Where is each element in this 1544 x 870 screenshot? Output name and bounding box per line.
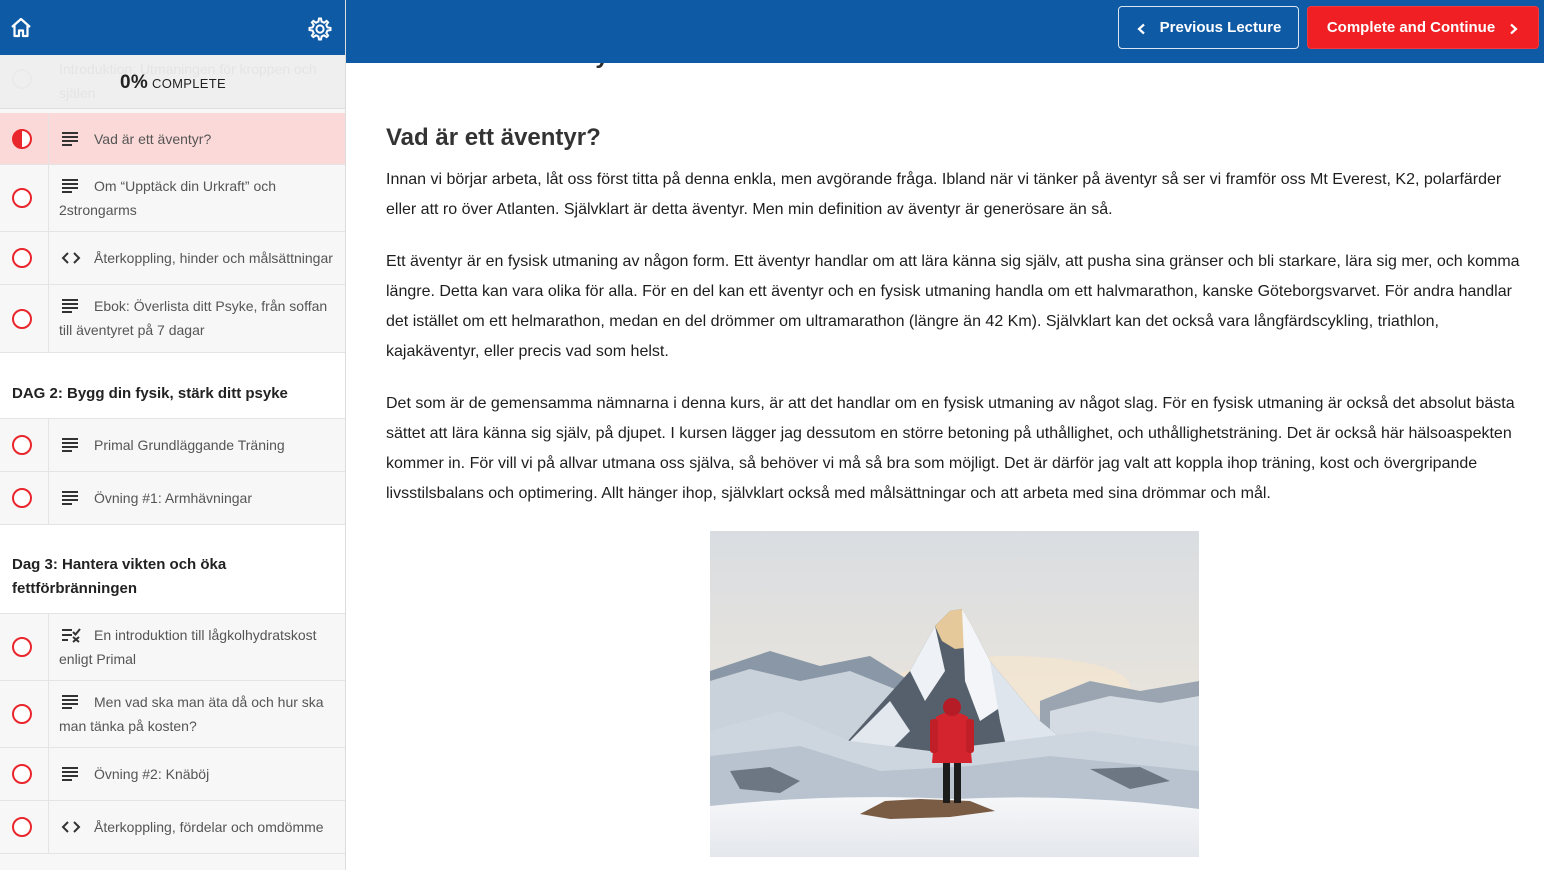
sidebar-header — [0, 0, 346, 55]
chevron-left-icon — [1136, 22, 1148, 34]
incomplete-status-icon — [12, 188, 32, 208]
paragraph: Ett äventyr är en fysisk utmaning av någon form. Ett äventyr handlar om att lära känna sig själv, att pusha sina gränser och bli starkare, lära sig mer, och komma längre. Detta kan vara olika för alla. För en del kan ett äventyr och en fysisk utmaning handla om ett halvmarathon, kanske Göteborgsvarvet. För andra handlar det istället om ett helmarathon, medan en del drömmer om ultramarathon (längre än 42 Km). Självklart kan det också vara långfärdscykling, triathlon, kajakäventyr, eller precis vad som helst. — [386, 253, 1520, 360]
text-lesson-icon — [61, 131, 81, 147]
incomplete-status-icon — [12, 637, 32, 657]
progress-label: COMPLETE — [152, 76, 226, 91]
progress-percent: 0% — [120, 72, 149, 93]
lecture-item-ebok-overlista[interactable] — [0, 285, 346, 353]
incomplete-status-icon — [12, 248, 32, 268]
lecture-item-label: En introduktion till lågkolhydratskost enligt Primal — [59, 627, 317, 667]
incomplete-status-icon — [12, 764, 32, 784]
lecture-item-label: Övning #2: Knäböj — [94, 766, 210, 782]
text-lesson-icon — [61, 490, 81, 506]
incomplete-status-icon — [12, 435, 32, 455]
lecture-item-om-upptack-din-urkraft[interactable] — [0, 165, 346, 232]
lecture-item-label: Återkoppling, fördelar och omdömme — [94, 819, 324, 835]
text-lesson-icon — [61, 437, 81, 453]
text-lesson-icon — [61, 694, 81, 710]
code-lesson-icon — [61, 250, 81, 266]
section-title-dag-2: DAG 2: Bygg din fysik, stärk ditt psyke — [0, 353, 346, 419]
lecture-item-label: Om “Upptäck din Urkraft” och 2strongarms — [59, 178, 277, 218]
lecture-item-label: Återkoppling, hinder och målsättningar — [94, 250, 333, 266]
paragraph: Det som är de gemensamma nämnarna i denna kurs, är att det handlar om en fysisk utmaning av något slag. För en fysisk utmaning är också det absolut bästa sättet att lära känna sig själv, på djupet. I kursen lägger jag dessutom en större betoning på uthållighet, och uthållighetsträning. Det är också här hälsoaspekten kommer in. För vill vi på allvar utmana oss själva, så behöver vi må så bra som möjligt. Det är därför jag valt att koppla ihop träning, kost och övergripande livsstilsbalans och optimering. Allt hänger ihop, självklart också med målsättningar och att arbeta med sina drömmar och mål. — [386, 395, 1515, 502]
lecture-item-label: Övning #1: Armhävningar — [94, 490, 252, 506]
previous-lecture-button[interactable]: Previous Lecture — [1118, 6, 1299, 49]
lecture-item-label: Men vad ska man äta då och hur ska man tänka på kosten? — [59, 694, 324, 734]
gear-icon[interactable] — [306, 16, 332, 42]
complete-and-continue-button[interactable]: Complete and Continue — [1307, 6, 1539, 49]
course-progress — [0, 55, 346, 109]
lecture-item-ovning-2[interactable] — [0, 748, 346, 801]
lecture-top-bar — [346, 0, 1544, 63]
home-icon[interactable] — [9, 16, 33, 40]
section-title-dag-3: Dag 3: Hantera vikten och öka fettförbränningen — [0, 525, 346, 614]
lecture-item-ovning-1[interactable] — [0, 472, 346, 525]
chevron-right-icon — [1507, 22, 1519, 34]
lecture-item-label: Primal Grundläggande Träning — [94, 437, 285, 453]
lecture-item-introduktion-lagkolhydrat[interactable] — [0, 614, 346, 681]
code-lesson-icon — [61, 819, 81, 835]
mountain-hiker-image — [710, 531, 1199, 857]
lecture-item-vad-ar-ett-aventyr[interactable] — [0, 113, 346, 165]
paragraph: Innan vi börjar arbeta, låt oss först titta på denna enkla, men avgörande fråga. Ibland när vi tänker på äventyr så ser vi framför oss Mt Everest, K2, polarfärder eller att ro över Atlanten. Självklart är detta äventyr. Men min definition av äventyr är generösare än så. — [386, 171, 1502, 218]
text-lesson-icon — [61, 298, 81, 314]
text-lesson-icon — [61, 766, 81, 782]
curriculum-list — [0, 113, 346, 854]
incomplete-status-icon — [12, 309, 32, 329]
text-lesson-icon — [61, 178, 81, 194]
lecture-content — [346, 0, 1544, 870]
lecture-item-label: Ebok: Överlista ditt Psyke, från soffan till äventyret på 7 dagar — [59, 298, 328, 338]
lecture-item-label: Vad är ett äventyr? — [94, 131, 212, 147]
lecture-item-primal-grundlaggande[interactable] — [0, 419, 346, 472]
lecture-item-aterkoppling-fordelar[interactable] — [0, 801, 346, 854]
lecture-item-aterkoppling-hinder[interactable] — [0, 232, 346, 285]
lecture-item-men-vad-ska-man-ata[interactable] — [0, 681, 346, 748]
lecture-body — [386, 165, 1526, 531]
half-complete-status-icon — [12, 129, 32, 149]
incomplete-status-icon — [12, 488, 32, 508]
incomplete-status-icon — [12, 704, 32, 724]
incomplete-status-icon — [12, 817, 32, 837]
course-sidebar — [0, 0, 346, 870]
quiz-icon — [61, 627, 81, 643]
lecture-heading: Vad är ett äventyr? — [386, 124, 601, 151]
